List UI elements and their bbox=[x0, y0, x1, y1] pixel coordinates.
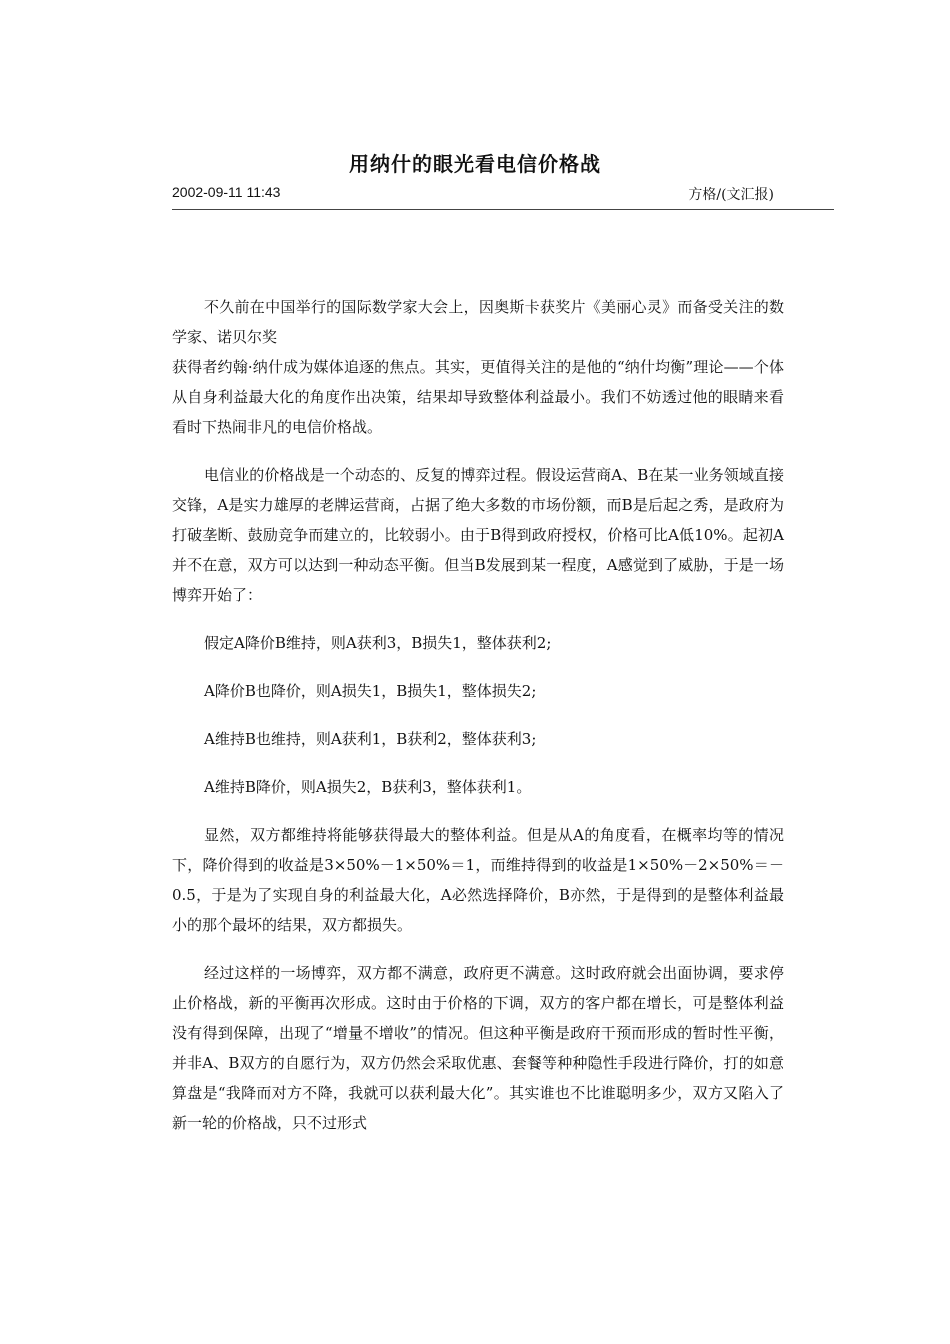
paragraph: 显然，双方都维持将能够获得最大的整体利益。但是从A的角度看，在概率均等的情况下，降价得到的收益是3×50%－1×50%＝1，而维持得到的收益是1×50%－2×50%＝－0.5，于是为了实现自身的利益最大化，A必然选择降价，B亦然，于是得到的是整体利益最小的那个最坏的结果，双方都损失。 bbox=[172, 826, 784, 934]
paragraph: 经过这样的一场博弈，双方都不满意，政府更不满意。这时政府就会出面协调，要求停止价格战，新的平衡再次形成。这时由于价格的下调，双方的客户都在增长，可是整体利益没有得到保障，出现了“增量不增收”的情况。但这种平衡是政府干预而形成的暂时性平衡，并非A、B双方的自愿行为，双方仍然会采取优惠、套餐等种种隐性手段进行降价，打的如意算盘是“我降而对方不降，我就可以获利最大化”。其实谁也不比谁聪明多少，双方又陷入了新一轮的价格战，只不过形式 bbox=[172, 964, 784, 1132]
header-divider bbox=[172, 209, 834, 210]
article-source: 方格/(文汇报) bbox=[688, 187, 774, 203]
payoff-case: A降价B也降价，则A损失1，B损失1，整体损失2; bbox=[204, 682, 537, 700]
article-body bbox=[172, 292, 784, 1138]
paragraph: 不久前在中国举行的国际数学家大会上，因奥斯卡获奖片《美丽心灵》而备受关注的数学家、诺贝尔奖 bbox=[172, 298, 784, 346]
article-date: 2002-09-11 11:43 bbox=[172, 184, 281, 200]
payoff-case: A维持B降价，则A损失2，B获利3，整体获利1。 bbox=[204, 778, 532, 796]
article-title: 用纳什的眼光看电信价格战 bbox=[349, 152, 601, 176]
payoff-case: 假定A降价B维持，则A获利3，B损失1，整体获利2; bbox=[204, 634, 552, 652]
paragraph: 获得者约翰·纳什成为媒体追逐的焦点。其实，更值得关注的是他的“纳什均衡”理论——个体从自身利益最大化的角度作出决策，结果却导致整体利益最小。我们不妨透过他的眼睛来看看时下热闹非凡的电信价格战。 bbox=[172, 358, 784, 436]
payoff-case: A维持B也维持，则A获利1，B获利2，整体获利3; bbox=[204, 730, 537, 748]
paragraph: 电信业的价格战是一个动态的、反复的博弈过程。假设运营商A、B在某一业务领域直接交锋，A是实力雄厚的老牌运营商，占据了绝大多数的市场份额，而B是后起之秀，是政府为打破垄断、鼓励竞争而建立的，比较弱小。由于B得到政府授权，价格可比A低10%。起初A并不在意，双方可以达到一种动态平衡。但当B发展到某一程度，A感觉到了威胁，于是一场博弈开始了： bbox=[172, 466, 784, 604]
